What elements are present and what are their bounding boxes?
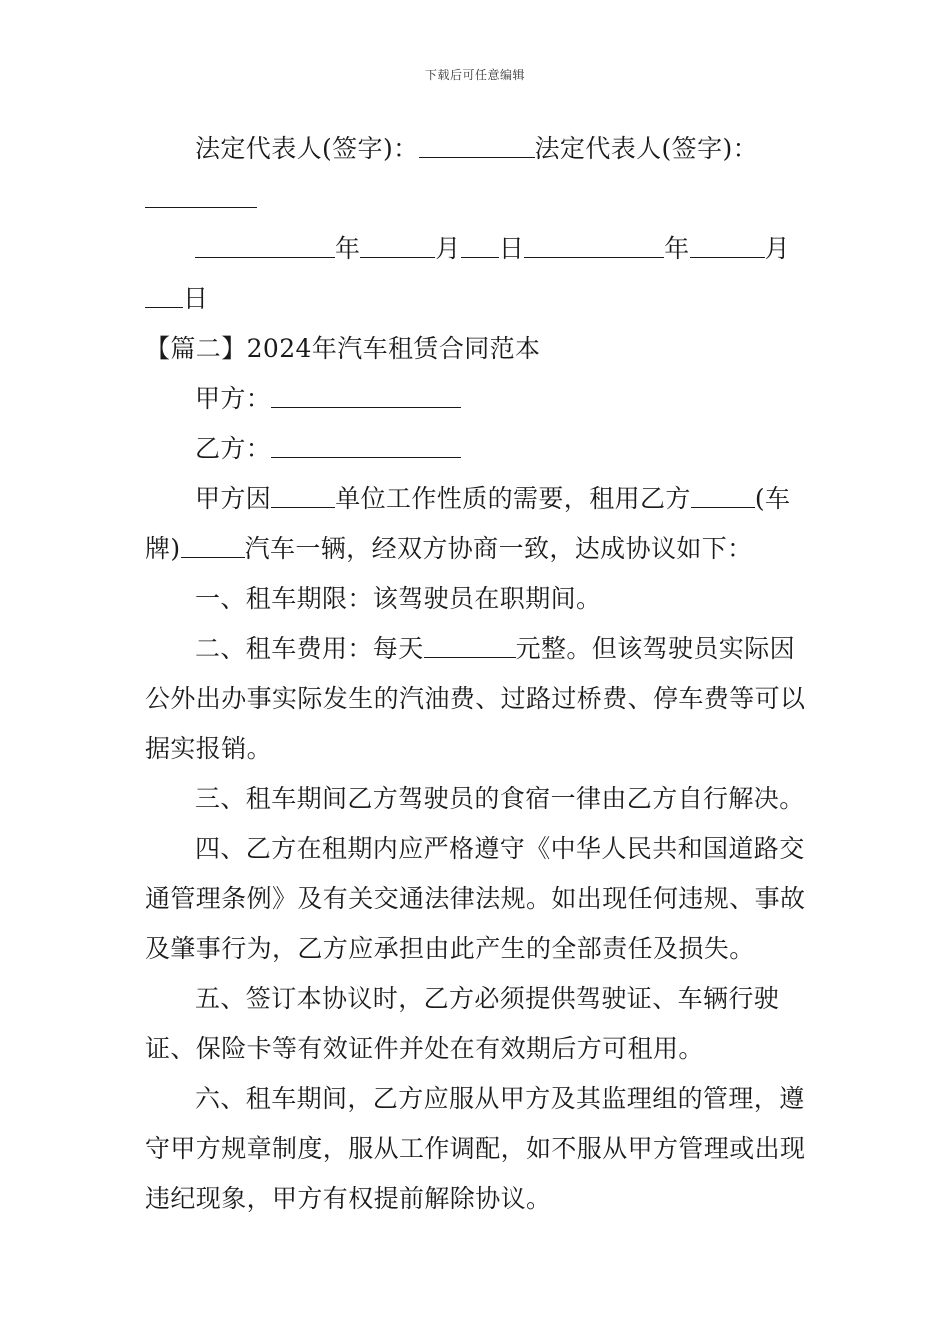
daily-fee-blank [424,631,516,658]
signature-label-a: 法定代表人(签字)： [195,134,419,163]
day-blank-a [461,231,499,258]
section-title: 【篇二】2024年汽车租赁合同范本 [145,334,541,363]
year-label-b: 年 [664,234,690,263]
month-label-a: 月 [435,234,461,263]
plate-blank [181,531,245,558]
party-a-label: 甲方： [195,384,272,413]
signature-blank-b [145,181,257,208]
clause-3: 三、租车期间乙方驾驶员的食宿一律由乙方自行解决。 [195,784,805,813]
signature-label-b: 法定代表人(签字)： [534,134,759,163]
clause-2 [145,624,807,774]
clause-6: 六、租车期间，乙方应服从甲方及其监理组的管理，遵守甲方规章制度，服从工作调配，如不服从甲方管理或出现违纪现象，甲方有权提前解除协议。 [145,1084,806,1213]
date-line [145,224,807,324]
month-blank-a [360,231,435,258]
year-label-a: 年 [335,234,361,263]
month-blank-b [690,231,765,258]
owner-blank [691,481,755,508]
day-blank-b [145,281,183,308]
party-b-line [145,424,807,474]
unit-blank [271,481,335,508]
month-label-b: 月 [764,234,791,263]
year-blank-b [524,231,664,258]
party-b-blank [271,431,461,458]
intro-text-4: 汽车一辆，经双方协商一致，达成协议如下： [244,534,753,563]
party-a-blank [271,381,461,408]
document-body [145,124,807,1224]
header-note: 下载后可任意编辑 [424,68,525,82]
clause-2-text-1: 二、租车费用：每天 [195,634,424,663]
clause-1: 一、租车期限：该驾驶员在职期间。 [195,584,602,613]
year-blank-a [195,231,335,258]
signature-line [145,124,807,224]
intro-text-1: 甲方因 [195,484,272,513]
party-a-line [145,374,807,424]
intro-text-3: (车牌) [145,484,791,563]
day-label-a: 日 [498,234,525,263]
clause-4: 四、乙方在租期内应严格遵守《中华人民共和国道路交通管理条例》及有关交通法律法规。如出现任何违规、事故及肇事行为，乙方应承担由此产生的全部责任及损失。 [145,834,806,963]
intro-text-2: 单位工作性质的需要，租用乙方 [335,484,691,513]
signature-blank-a [419,131,535,158]
day-label-b: 日 [183,284,209,313]
party-b-label: 乙方： [195,434,272,463]
intro-paragraph [145,474,807,574]
clause-2-text-2: 元整。但该驾驶员实际因公外出办事实际发生的汽油费、过路过桥费、停车费等可以据实报销。 [145,634,806,763]
clause-5: 五、签订本协议时，乙方必须提供驾驶证、车辆行驶证、保险卡等有效证件并处在有效期后方可租用。 [145,984,780,1063]
